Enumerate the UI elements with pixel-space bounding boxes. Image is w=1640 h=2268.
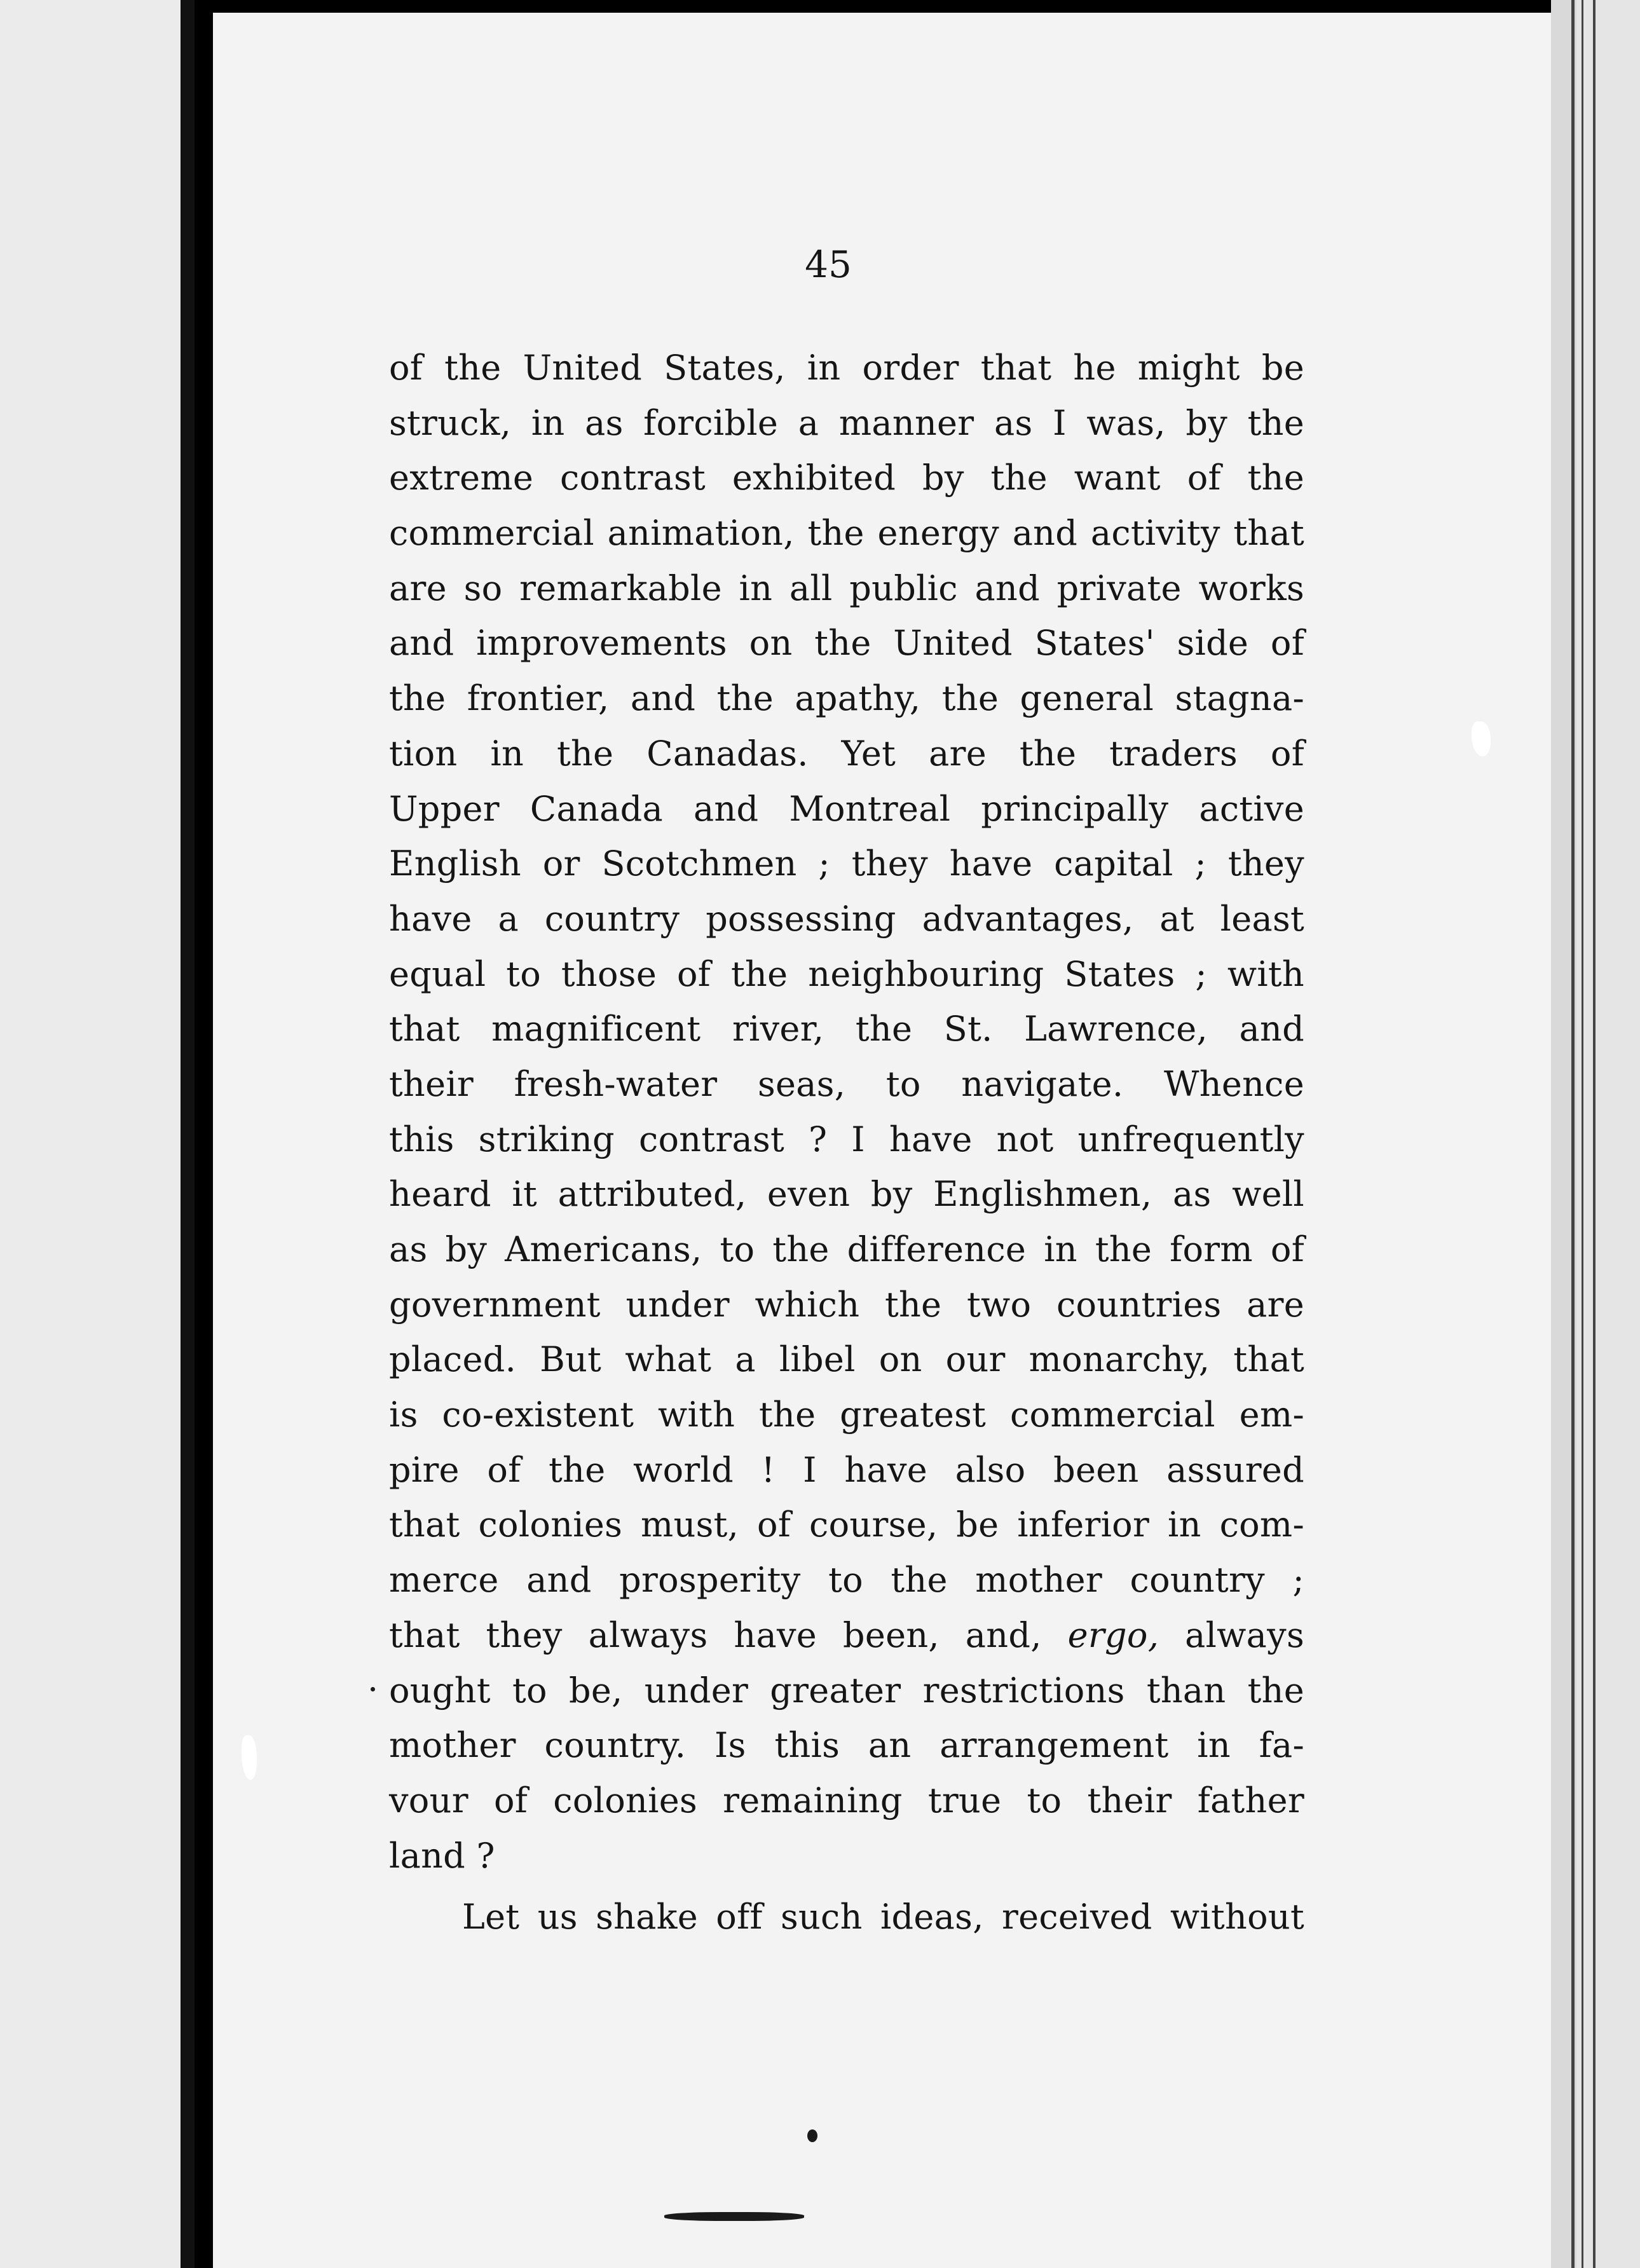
text-line: extreme contrast exhibited by the want of the [389,458,1304,498]
text-line: heard it attributed, even by Englishmen, as well [389,1174,1304,1215]
text-line: government under which the two countries are [389,1284,1304,1325]
text-line: tion in the Canadas. Yet are the traders of [389,733,1304,774]
page-edge-line [1571,0,1575,2268]
text-line: merce and prosperity to the mother country ; [389,1560,1304,1601]
body-text [389,341,1304,1945]
text-line: struck, in as forcible a manner as I was, by the [389,402,1304,443]
ink-speck [371,1687,375,1691]
ink-speck [807,2129,817,2142]
paragraph-end-line: land ? [389,1835,495,1876]
left-page-leaf [0,0,191,2268]
text-line: have a country possessing advantages, at least [389,898,1304,939]
text-line: that colonies must, of course, be inferior in com- [389,1505,1304,1545]
text-line: the frontier, and the apathy, the general stagna- [389,678,1304,719]
page-edge-line [1582,0,1583,2268]
text-line: English or Scotchmen ; they have capital ; they [389,844,1304,884]
text-line: ought to be, under greater restrictions than the [389,1670,1304,1711]
text-run: that they always have been, and, [389,1615,1068,1655]
page-number: 45 [805,243,852,286]
text-line: Upper Canada and Montreal principally active [389,788,1304,829]
scan-smudge [664,2212,804,2221]
binding-shadow [181,0,195,2268]
text-line: placed. But what a libel on our monarchy, that [389,1339,1304,1380]
text-line: mother country. Is this an arrangement in fa- [389,1725,1304,1766]
stacked-pages-edge [1576,0,1640,2268]
page-edge-line [1593,0,1596,2268]
text-line: is co-existent with the greatest commercial em- [389,1395,1304,1435]
text-line: and improvements on the United States' side of [389,623,1304,664]
text-line: are so remarkable in all public and private works [389,568,1304,608]
italic-word: ergo, [1067,1615,1159,1655]
text-line: that magnificent river, the St. Lawrence, and [389,1009,1304,1049]
text-line: as by Americans, to the difference in the form of [389,1229,1304,1269]
text-line: commercial animation, the energy and activity that [389,513,1304,554]
text-line: their fresh-water seas, to navigate. Whence [389,1063,1304,1104]
text-line-with-italic [389,1608,1304,1663]
text-line: vour of colonies remaining true to their father [389,1780,1304,1821]
text-line: equal to those of the neighbouring States ; with [389,953,1304,994]
text-line: this striking contrast ? I have not unfrequently [389,1119,1304,1159]
text-run: always [1159,1615,1304,1655]
text-line: of the United States, in order that he might be [389,348,1304,388]
paragraph-start-line: Let us shake off such ideas, received without [462,1897,1304,1937]
text-line: pire of the world ! I have also been assured [389,1449,1304,1490]
